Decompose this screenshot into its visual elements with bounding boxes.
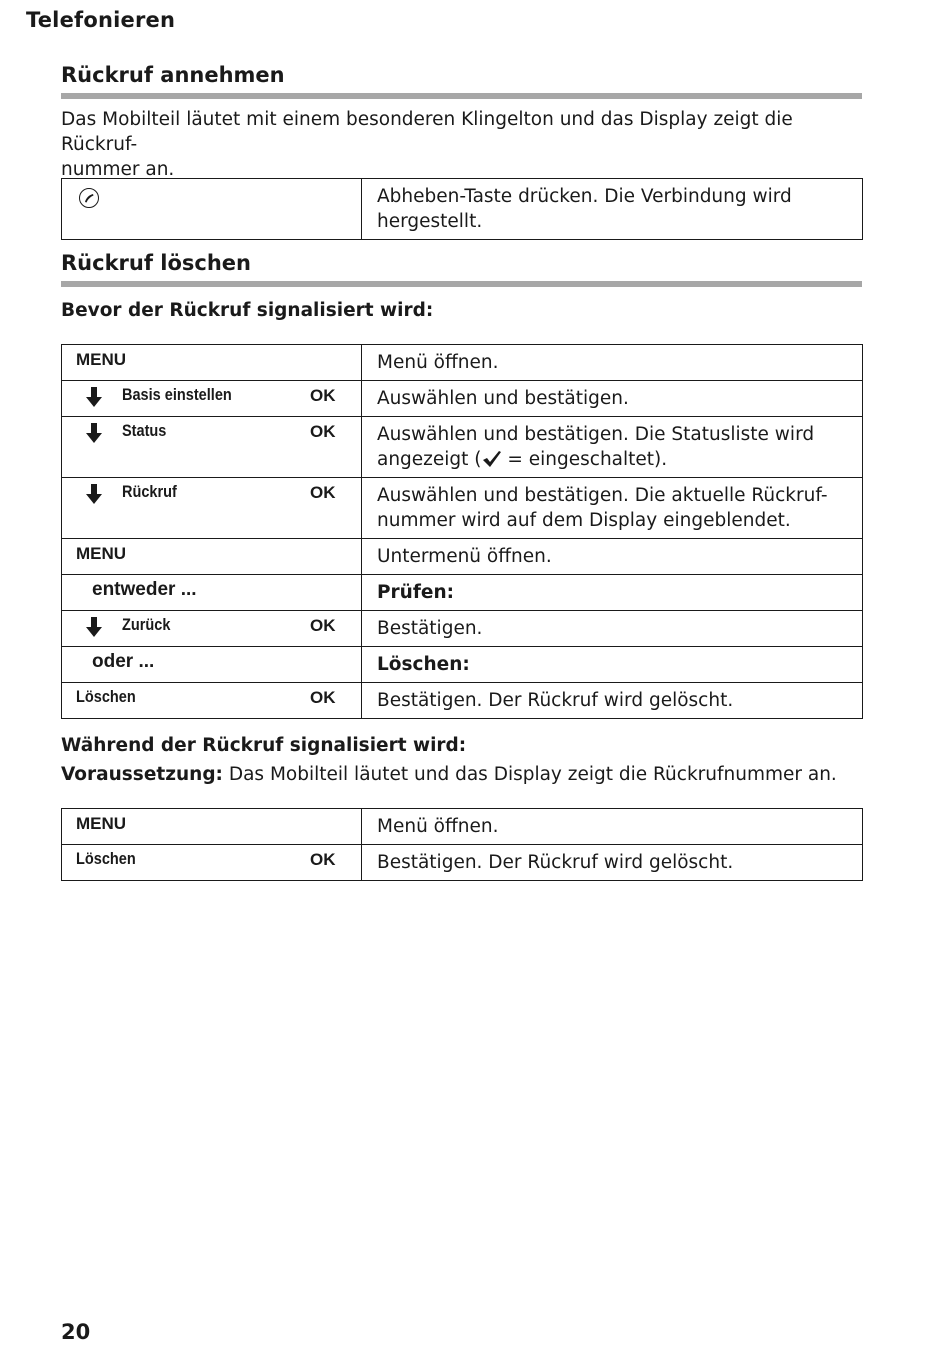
key-cell	[62, 381, 362, 417]
branch-label-entweder: entweder ...	[92, 579, 197, 600]
table-row	[62, 683, 863, 719]
prerequisite-paragraph	[61, 762, 866, 787]
menu-item-rueckruf[interactable]: Rückruf	[122, 483, 177, 501]
intro-paragraph	[61, 107, 866, 182]
menu-key[interactable]: MENU	[76, 814, 127, 833]
table-rueckruf-annehmen	[61, 178, 863, 240]
key-cell	[62, 539, 362, 575]
ok-key[interactable]: OK	[310, 422, 336, 441]
desc-line	[377, 447, 854, 472]
desc-cell: Auswählen und bestätigen.	[362, 381, 863, 417]
phone-handset-icon	[78, 187, 100, 209]
section-title-rueckruf-annehmen: Rückruf annehmen	[61, 63, 285, 87]
key-cell	[62, 345, 362, 381]
section-rule	[61, 93, 862, 99]
section-rule	[61, 281, 862, 287]
intro-line-1: Das Mobilteil läutet mit einem besonderen Klingelton und das Display zeigt die Rückruf-	[61, 109, 793, 155]
key-cell	[62, 845, 362, 881]
loeschen-key[interactable]: Löschen	[76, 850, 136, 868]
arrow-down-icon	[86, 387, 102, 407]
desc-cell	[362, 179, 863, 240]
ok-key[interactable]: OK	[310, 688, 336, 707]
key-cell	[62, 179, 362, 240]
table-row	[62, 845, 863, 881]
key-cell	[62, 809, 362, 845]
desc-line: hergestellt.	[377, 211, 483, 232]
key-cell	[62, 647, 362, 683]
branch-label-oder: oder ...	[92, 651, 155, 672]
subheading-during-signal: Während der Rückruf signalisiert wird:	[61, 735, 467, 756]
page-header: Telefonieren	[26, 8, 176, 32]
section-title-rueckruf-loeschen: Rückruf löschen	[61, 251, 252, 275]
table-row	[62, 539, 863, 575]
arrow-down-icon	[86, 423, 102, 443]
menu-item-basis-einstellen[interactable]: Basis einstellen	[122, 386, 232, 404]
desc-cell	[362, 478, 863, 539]
table-row	[62, 809, 863, 845]
prerequisite-text: Das Mobilteil läutet und das Display zeigt die Rückrufnummer an.	[222, 764, 837, 785]
menu-key[interactable]: MENU	[76, 350, 127, 369]
desc-cell: Bestätigen. Der Rückruf wird gelöscht.	[362, 845, 863, 881]
key-cell	[62, 478, 362, 539]
menu-item-zurueck[interactable]: Zurück	[122, 616, 171, 634]
subheading-before-signal: Bevor der Rückruf signalisiert wird:	[61, 300, 434, 321]
desc-text: angezeigt (	[377, 449, 482, 470]
desc-text: = eingeschaltet).	[501, 449, 668, 470]
desc-cell: Bestätigen.	[362, 611, 863, 647]
desc-line: nummer wird auf dem Display eingeblendet.	[377, 510, 791, 531]
check-icon	[482, 450, 502, 468]
desc-cell: Prüfen:	[362, 575, 863, 611]
desc-line: Auswählen und bestätigen. Die Statusliste wird	[377, 424, 815, 445]
key-cell	[62, 611, 362, 647]
table-row	[62, 179, 863, 240]
table-row	[62, 647, 863, 683]
ok-key[interactable]: OK	[310, 850, 336, 869]
key-cell	[62, 417, 362, 478]
table-row	[62, 611, 863, 647]
prerequisite-label: Voraussetzung:	[61, 764, 223, 785]
table-row	[62, 575, 863, 611]
page-number: 20	[61, 1320, 91, 1344]
key-cell	[62, 683, 362, 719]
menu-item-status[interactable]: Status	[122, 422, 167, 440]
desc-cell: Untermenü öffnen.	[362, 539, 863, 575]
loeschen-key[interactable]: Löschen	[76, 688, 136, 706]
desc-cell: Menü öffnen.	[362, 809, 863, 845]
menu-key[interactable]: MENU	[76, 544, 127, 563]
desc-line: Abheben-Taste drücken. Die Verbindung wird	[377, 186, 792, 207]
ok-key[interactable]: OK	[310, 386, 336, 405]
arrow-down-icon	[86, 617, 102, 637]
arrow-down-icon	[86, 484, 102, 504]
desc-cell: Bestätigen. Der Rückruf wird gelöscht.	[362, 683, 863, 719]
ok-key[interactable]: OK	[310, 616, 336, 635]
desc-cell: Löschen:	[362, 647, 863, 683]
table-row	[62, 381, 863, 417]
table-rueckruf-loeschen-before	[61, 344, 863, 719]
table-row	[62, 417, 863, 478]
intro-line-2: nummer an.	[61, 159, 175, 180]
table-row	[62, 478, 863, 539]
table-row	[62, 345, 863, 381]
desc-line: Auswählen und bestätigen. Die aktuelle Rückruf-	[377, 485, 828, 506]
desc-cell: Menü öffnen.	[362, 345, 863, 381]
table-rueckruf-loeschen-during	[61, 808, 863, 881]
ok-key[interactable]: OK	[310, 483, 336, 502]
desc-cell	[362, 417, 863, 478]
key-cell	[62, 575, 362, 611]
